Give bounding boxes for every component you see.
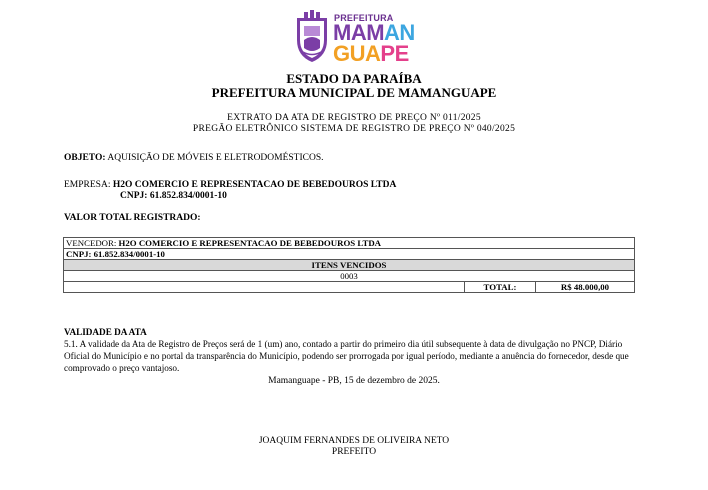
company-cnpj-text: CNPJ: 61.852.834/0001-10 — [120, 191, 227, 201]
prefecture-logo — [294, 10, 415, 68]
logo-line-2 — [333, 43, 409, 65]
company-cnpj — [120, 191, 227, 201]
logo-line1-part-b: AN — [384, 20, 415, 45]
signer-name: JOAQUIM FERNANDES DE OLIVEIRA NETO — [258, 436, 450, 446]
table-row — [64, 271, 635, 282]
table-row — [64, 260, 635, 271]
logo-line2-part-a: GUA — [333, 41, 381, 66]
items-header: ITENS VENCIDOS — [64, 260, 635, 271]
total-value: R$ 48.000,00 — [536, 282, 635, 293]
state-heading: ESTADO DA PARAÍBA — [286, 71, 422, 86]
auction-heading: PREGÃO ELETRÔNICO SISTEMA DE REGISTRO DE PREÇO Nº 040/2025 — [192, 124, 516, 134]
place-date: Mamanguape - PB, 15 de dezembro de 2025. — [268, 376, 440, 386]
object-line — [64, 153, 324, 163]
winner-table — [63, 237, 635, 293]
total-registered-label: VALOR TOTAL REGISTRADO: — [64, 213, 201, 223]
object-value: AQUISIÇÃO DE MÓVEIS E ELETRODOMÉSTICOS. — [105, 153, 324, 163]
item-number: 0003 — [64, 271, 635, 282]
validity-section — [64, 326, 644, 374]
winner-cell — [64, 238, 635, 249]
winner-cnpj — [64, 249, 635, 260]
prefecture-heading: PREFEITURA MUNICIPAL DE MAMANGUAPE — [211, 85, 497, 100]
table-row — [64, 282, 635, 293]
total-label: TOTAL: — [465, 282, 536, 293]
extract-heading: EXTRATO DA ATA DE REGISTRO DE PREÇO Nº 011/2025 — [227, 113, 481, 123]
company-label: EMPRESA: — [64, 180, 113, 190]
municipal-seal-icon — [294, 10, 330, 64]
logo-line1-part-a: MAM — [333, 20, 385, 45]
winner-cnpj-text: CNPJ: 61.852.834/0001-10 — [66, 249, 165, 259]
logo-line2-part-b: PE — [380, 41, 409, 66]
winner-label: VENCEDOR: — [66, 238, 119, 248]
signer-role: PREFEITO — [331, 447, 377, 457]
winner-name: H2O COMERCIO E REPRESENTACAO DE BEBEDOUROS LTDA — [118, 238, 382, 248]
logo-small-text: PREFEITURA — [334, 13, 394, 23]
table-row — [64, 238, 635, 249]
validity-text: 5.1. A validade da Ata de Registro de Preços será de 1 (um) ano, contado a partir do primeiro dia útil subsequente à data de divulgação no PNCP, Diário Oficial do Município e no portal da transparência do Município, podendo ser prorrogada por igual período, mediante a anuência do fornecedor, desde que comprovado o preço vantajoso. — [64, 339, 629, 373]
company-name: H2O COMERCIO E REPRESENTACAO DE BEBEDOUROS LTDA — [112, 180, 397, 190]
total-spacer — [64, 282, 465, 293]
object-label: OBJETO: — [64, 153, 106, 163]
company-line — [64, 180, 396, 190]
validity-title: VALIDADE DA ATA — [64, 327, 147, 337]
table-row — [64, 249, 635, 260]
